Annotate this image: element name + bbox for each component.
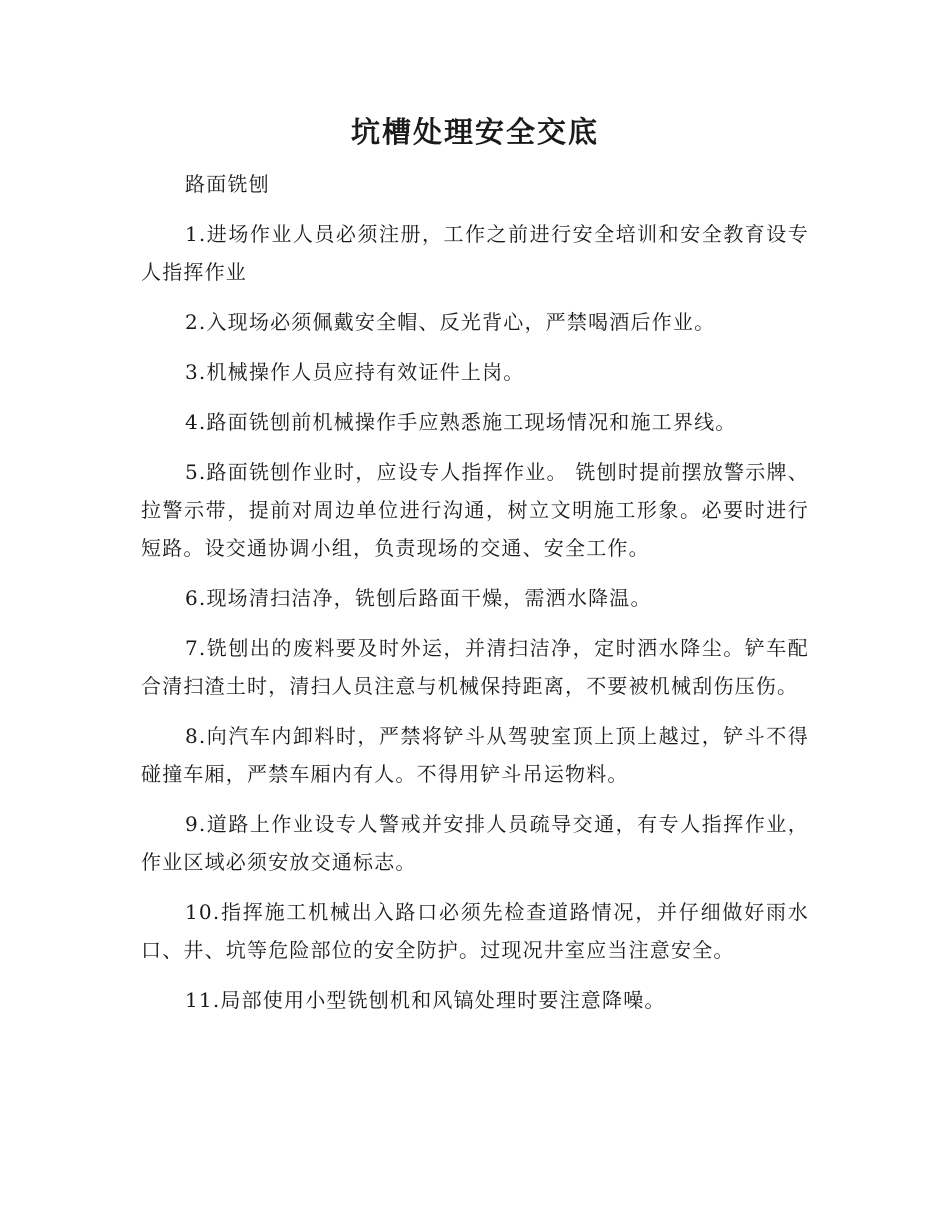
paragraph-item-10: 10.指挥施工机械出入路口必须先检查道路情况，并仔细做好雨水口、井、坑等危险部位的安全防护。过现况井室应当注意安全。 — [141, 900, 809, 962]
paragraph-item-7: 7.铣刨出的废料要及时外运，并清扫洁净，定时洒水降尘。铲车配合清扫渣土时，清扫人员注意与机械保持距离，不要被机械刮伤压伤。 — [141, 636, 809, 698]
document-body — [141, 165, 809, 1031]
paragraph-item-9: 9.道路上作业设专人警戒并安排人员疏导交通，有专人指挥作业，作业区域必须安放交通标志。 — [141, 812, 809, 874]
paragraph-item-6: 6.现场清扫洁净，铣刨后路面干燥，需洒水降温。 — [185, 586, 652, 610]
paragraph-item-11: 11.局部使用小型铣刨机和风镐处理时要注意降噪。 — [185, 988, 666, 1012]
paragraph-item-3: 3.机械操作人员应持有效证件上岗。 — [185, 360, 525, 384]
paragraph-item-5: 5.路面铣刨作业时，应设专人指挥作业。 铣刨时提前摆放警示牌、拉警示带，提前对周边单位进行沟通，树立文明施工形象。必要时进行短路。设交通协调小组，负责现场的交通、安全工作。 — [141, 460, 809, 560]
document-title: 坑槽处理安全交底 — [350, 115, 599, 149]
paragraph-item-2: 2.入现场必须佩戴安全帽、反光背心，严禁喝酒后作业。 — [185, 310, 716, 334]
paragraph-item-8: 8.向汽车内卸料时，严禁将铲斗从驾驶室顶上顶上越过，铲斗不得碰撞车厢，严禁车厢内有人。不得用铲斗吊运物料。 — [141, 724, 809, 786]
paragraph-item-4: 4.路面铣刨前机械操作手应熟悉施工现场情况和施工界线。 — [185, 410, 737, 434]
section-heading: 路面铣刨 — [185, 172, 270, 196]
paragraph-item-1: 1.进场作业人员必须注册，工作之前进行安全培训和安全教育设专人指挥作业 — [141, 222, 809, 284]
